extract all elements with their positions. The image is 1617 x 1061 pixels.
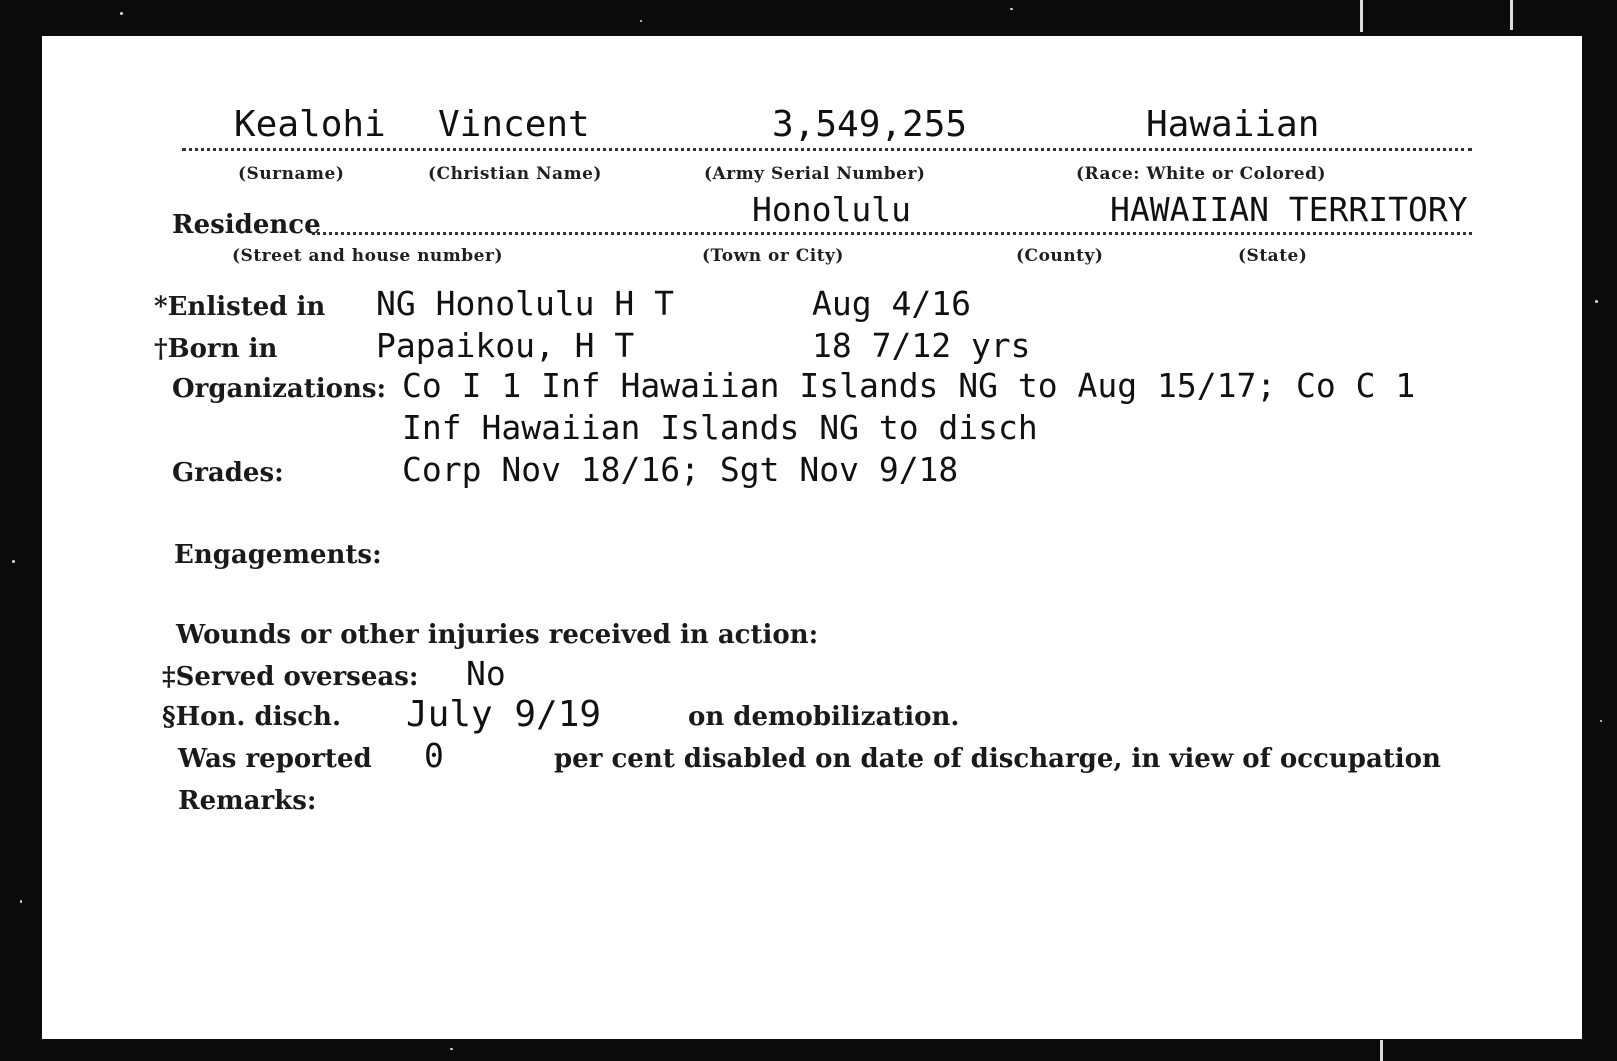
was-reported-label: Was reported (178, 744, 372, 774)
enlisted-date-value: Aug 4/16 (812, 284, 971, 323)
surname-caption: (Surname) (238, 164, 345, 184)
grades-label: Grades: (172, 458, 284, 488)
speck (1380, 1040, 1383, 1061)
county-caption: (County) (1016, 246, 1104, 266)
born-label: †Born in (154, 334, 278, 364)
serial-number-value: 3,549,255 (772, 104, 968, 145)
residence-dotted-line (312, 232, 1472, 235)
served-overseas-label: ‡Served overseas: (162, 662, 419, 692)
christian-name-value: Vincent (438, 104, 590, 145)
wounds-label: Wounds or other injuries received in action: (176, 620, 819, 650)
speck (120, 12, 123, 15)
percent-disabled-value: 0 (424, 736, 444, 775)
hon-disch-date-value: July 9/19 (406, 694, 602, 735)
on-demobilization-label: on demobilization. (688, 702, 960, 732)
street-caption: (Street and house number) (232, 246, 503, 266)
speck (1595, 300, 1598, 303)
residence-label: Residence (172, 210, 321, 240)
name-dotted-line (182, 148, 1472, 151)
speck (1360, 0, 1363, 32)
speck (450, 1048, 453, 1050)
state-value: HAWAIIAN TERRITORY (1110, 190, 1468, 229)
hon-disch-label: §Hon. disch. (162, 702, 341, 732)
town-caption: (Town or City) (702, 246, 844, 266)
speck (1010, 8, 1013, 10)
speck (12, 560, 15, 563)
engagements-label: Engagements: (174, 540, 382, 570)
born-age-value: 18 7/12 yrs (812, 326, 1031, 365)
speck (1510, 0, 1513, 30)
speck (640, 20, 642, 22)
christian-name-caption: (Christian Name) (428, 164, 602, 184)
born-place-value: Papaikou, H T (376, 326, 635, 365)
enlisted-label: *Enlisted in (154, 292, 326, 322)
organizations-line1: Co I 1 Inf Hawaiian Islands NG to Aug 15/17; Co C 1 (402, 366, 1416, 405)
race-value: Hawaiian (1146, 104, 1320, 145)
speck (20, 900, 22, 903)
serial-number-caption: (Army Serial Number) (704, 164, 926, 184)
surname-value: Kealohi (234, 104, 386, 145)
service-record-card (42, 36, 1582, 1039)
town-value: Honolulu (752, 190, 911, 229)
served-overseas-value: No (466, 654, 506, 693)
state-caption: (State) (1238, 246, 1308, 266)
per-cent-disabled-label: per cent disabled on date of discharge, in view of occupation (554, 744, 1441, 774)
organizations-line2: Inf Hawaiian Islands NG to disch (402, 408, 1038, 447)
speck (1600, 720, 1602, 722)
grades-value: Corp Nov 18/16; Sgt Nov 9/18 (402, 450, 959, 489)
remarks-label: Remarks: (178, 786, 317, 816)
enlisted-place-value: NG Honolulu H T (376, 284, 675, 323)
race-caption: (Race: White or Colored) (1076, 164, 1327, 184)
organizations-label: Organizations: (172, 374, 387, 404)
